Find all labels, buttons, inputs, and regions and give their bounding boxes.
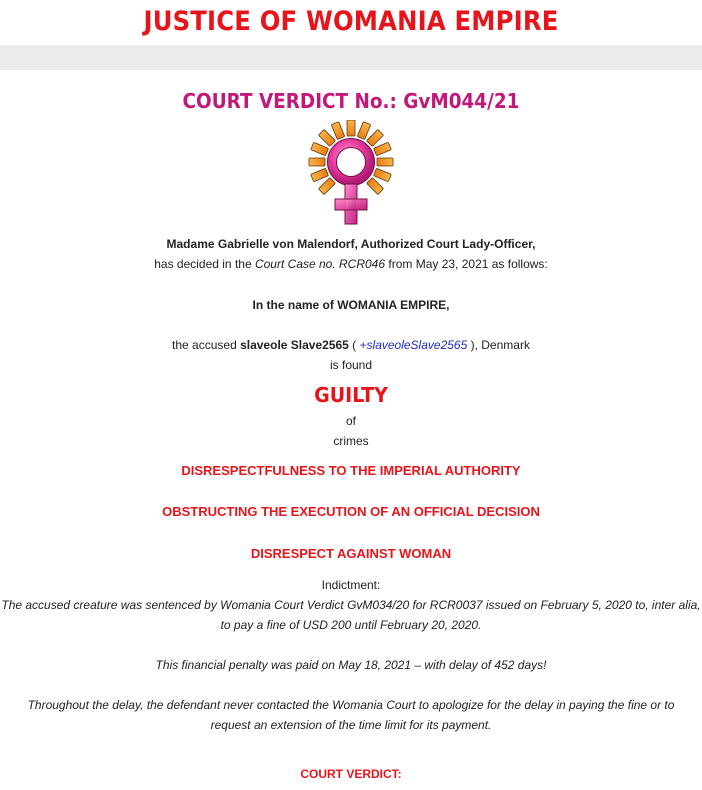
penalty-note: This financial penalty was paid on May 18, 2021 – with delay of 452 days! — [155, 658, 547, 672]
accused-open: ( — [348, 338, 360, 352]
crime-item: OBSTRUCTING THE EXECUTION OF AN OFFICIAL DECISION — [162, 504, 540, 519]
in-name-prefix: In the name of — [252, 298, 338, 312]
accused-name: slaveole Slave2565 — [240, 338, 349, 352]
decided-suffix: from May 23, 2021 as follows: — [385, 257, 548, 271]
is-found-text: is found — [329, 358, 373, 372]
accused-close: ), Denmark — [467, 338, 530, 352]
indictment-text: to pay a fine of USD 200 until February 20, 2020. — [220, 618, 482, 632]
accused-profile-link[interactable]: +slaveoleSlave2565 — [359, 338, 468, 352]
indictment-text: The accused creature was sentenced by Womania Court Verdict GvM034/20 for RCR0037 issued on February 5, 2020 to, inter alia, — [1, 598, 701, 612]
crimes-text: crimes — [333, 434, 369, 448]
court-officer: Madame Gabrielle von Malendorf, Authorized Court Lady-Officer, — [166, 237, 536, 251]
in-name-statement — [0, 297, 702, 313]
venus-symbol-sunburst-icon — [306, 120, 396, 226]
crime-item: DISRESPECTFULNESS TO THE IMPERIAL AUTHORITY — [181, 463, 521, 478]
court-verdict-heading: COURT VERDICT: — [300, 767, 402, 781]
delay-text: request an extension of the time limit for its payment. — [210, 718, 492, 732]
accused-statement — [0, 337, 702, 353]
accused-prefix: the accused — [172, 338, 241, 352]
verdict-title: COURT VERDICT No.: GvM044/21 — [182, 89, 520, 113]
navigation-bar — [0, 45, 702, 70]
guilty-verdict: GUILTY — [314, 383, 388, 407]
decision-statement — [0, 256, 702, 272]
indictment-label: Indictment: — [321, 578, 381, 592]
crime-item: DISRESPECT AGAINST WOMAN — [250, 546, 452, 561]
delay-text: Throughout the delay, the defendant never contacted the Womania Court to apologize for the delay in paying the fine or to — [27, 698, 675, 712]
in-name-entity: WOMANIA EMPIRE, — [337, 298, 450, 312]
of-text: of — [345, 414, 356, 428]
case-number: Court Case no. RCR046 — [254, 257, 386, 271]
site-title: JUSTICE OF WOMANIA EMPIRE — [143, 6, 559, 37]
decided-prefix: has decided in the — [154, 257, 255, 271]
